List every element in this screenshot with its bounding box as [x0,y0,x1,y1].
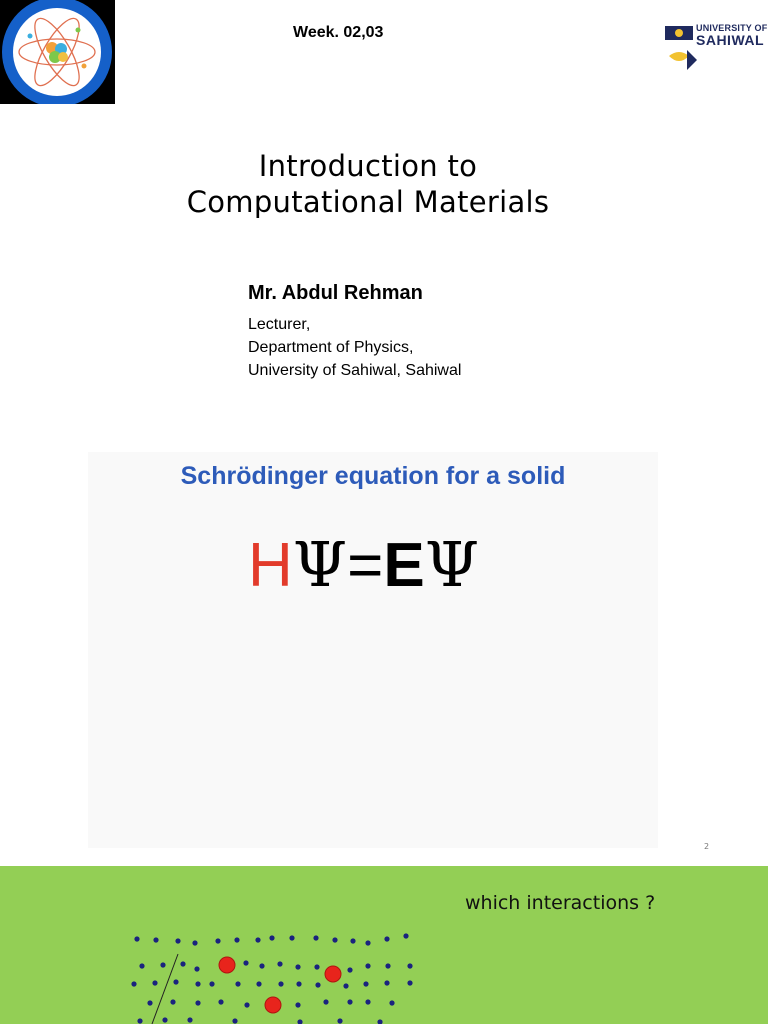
nucleus-dot [289,935,294,940]
nucleus-dot [192,940,197,945]
university-logo [655,2,768,82]
nucleus-dot [180,961,185,966]
nucleus-dot [134,936,139,941]
slide-interactions [0,866,768,1024]
nucleus-dot [313,935,318,940]
nucleus-dot [147,1000,152,1005]
nucleus-dot [350,938,355,943]
nucleus-dot [195,981,200,986]
nucleus-dot [347,967,352,972]
nucleus-dot [269,935,274,940]
nucleus-dot [315,982,320,987]
nucleus-dot [209,981,214,986]
university-crest-icon [659,2,699,82]
week-label: Week. 02,03 [293,24,384,41]
nucleus-dot [170,999,175,1004]
page-number: 2 [704,842,710,851]
atom-logo-icon [0,0,115,104]
nucleus-dot [389,1000,394,1005]
title-line-1: Introduction to [258,149,478,183]
nucleus-dot [314,964,319,969]
nucleus-dot [235,981,240,986]
nucleus-dot [297,1019,302,1024]
nucleus-dot [407,980,412,985]
nucleus-dot [277,961,282,966]
electron-dot [265,997,281,1013]
nucleus-dot [234,937,239,942]
nucleus-dot [162,1017,167,1022]
nucleus-dot [131,981,136,986]
nucleus-dot [385,963,390,968]
nucleus-dot [215,938,220,943]
equation-hamiltonian: H [248,531,293,600]
author-name: Mr. Abdul Rehman [248,282,423,304]
nucleus-dot [295,964,300,969]
nucleus-dot [343,983,348,988]
nucleus-dot [175,938,180,943]
nucleus-dot [365,999,370,1004]
nucleus-dot [218,999,223,1004]
university-logo-line1: UNIVERSITY OF [696,23,768,33]
author-role: Lecturer, [248,316,311,333]
equation-equals: = [347,531,384,600]
nucleus-dot [384,936,389,941]
nucleus-dot [139,963,144,968]
schrodinger-equation [248,528,480,601]
department-logo [0,0,115,104]
nucleus-dot [363,981,368,986]
nucleus-dot [232,1018,237,1023]
nucleus-dot [323,999,328,1004]
nucleus-dot [347,999,352,1004]
equation-energy: E [383,531,425,600]
nucleus-dot [255,937,260,942]
nucleus-dot [407,963,412,968]
nucleus-dot [332,937,337,942]
particle-diagram [0,866,768,1024]
nucleus-dot [195,1000,200,1005]
university-logo-line2: SAHIWAL [696,32,765,48]
nucleus-dot [194,966,199,971]
nucleus-dot [337,1018,342,1023]
nucleus-dot [243,960,248,965]
electron-dot [219,957,235,973]
title-line-2: Computational Materials [186,185,550,219]
nucleus-dot [160,962,165,967]
electron-dot [325,966,341,982]
nucleus-dot [244,1002,249,1007]
slide-heading: Schrödinger equation for a solid [180,462,566,490]
nucleus-dot [377,1019,382,1024]
nucleus-dot [365,963,370,968]
nucleus-dot [152,980,157,985]
author-department: Department of Physics, [248,339,414,356]
author-block [248,282,461,382]
nucleus-dot [403,933,408,938]
nucleus-dot [259,963,264,968]
nucleus-dot [296,981,301,986]
interactions-question: which interactions ? [465,892,656,914]
nucleus-dot [256,981,261,986]
nucleus-dot [365,940,370,945]
equation-psi-right: Ψ [424,528,480,601]
nucleus-dot [295,1002,300,1007]
equation-psi-left: Ψ [292,528,348,601]
nucleus-dot [153,937,158,942]
nucleus-dot [187,1017,192,1022]
page-title [0,148,736,220]
nucleus-dot [384,980,389,985]
author-university: University of Sahiwal, Sahiwal [248,362,462,379]
nucleus-dot [137,1018,142,1023]
slide-schrodinger [88,452,658,848]
nucleus-dot [278,981,283,986]
nucleus-dot [173,979,178,984]
